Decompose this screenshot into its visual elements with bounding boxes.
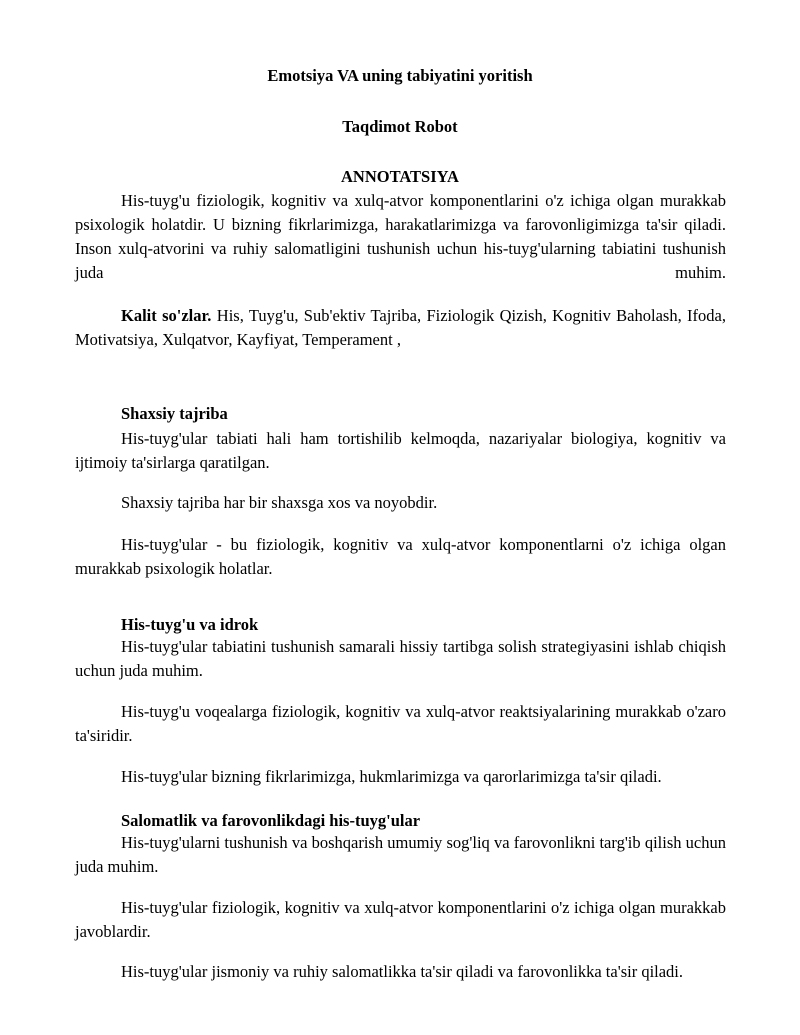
annotation-heading: ANNOTATSIYA — [341, 167, 459, 186]
section-heading: Shaxsiy tajriba — [121, 404, 228, 423]
section-paragraph: His-tuyg'ular - bu fiziologik, kognitiv va xulq-atvor komponentlarni o'z ichiga olgan murakkab psixologik holatlar. — [75, 535, 726, 578]
section-paragraph: His-tuyg'ular bizning fikrlarimizga, hukmlarimizga va qarorlarimizga ta'sir qiladi. — [121, 767, 662, 786]
section-paragraph: His-tuyg'ularni tushunish va boshqarish umumiy sog'liq va farovonlikni targ'ib qilish uchun juda muhim. — [75, 833, 726, 876]
section-paragraph: His-tuyg'u voqealarga fiziologik, kognitiv va xulq-atvor reaktsiyalarining murakkab o'zaro ta'siridir. — [75, 702, 726, 745]
keywords-label: Kalit so'zlar. — [121, 306, 212, 325]
section-paragraph: His-tuyg'ular tabiatini tushunish samarali hissiy tartibga solish strategiyasini ishlab chiqish uchun juda muhim. — [75, 637, 726, 680]
section-paragraph: Shaxsiy tajriba har bir shaxsga xos va noyobdir. — [121, 493, 438, 512]
section-paragraph: His-tuyg'ular fiziologik, kognitiv va xulq-atvor komponentlarini o'z ichiga olgan murakkab javoblardir. — [75, 898, 726, 941]
section-heading: His-tuyg'u va idrok — [121, 615, 259, 634]
document-title: Emotsiya VA uning tabiyatini yoritish — [267, 66, 533, 85]
keywords-list: His, Tuyg'u, Sub'ektiv Tajriba, Fiziologik Qizish, Kognitiv Baholash, Ifoda, Motivatsiya, Xulqatvor, Kayfiyat, Temperament , — [75, 306, 726, 349]
keywords-paragraph — [75, 304, 726, 352]
section-heading: Salomatlik va farovonlikdagi his-tuyg'ular — [121, 811, 421, 830]
document-subtitle: Taqdimot Robot — [342, 117, 458, 136]
section-paragraph: His-tuyg'ular tabiati hali ham tortishilib kelmoqda, nazariyalar biologiya, kognitiv va ijtimoiy ta'sirlarga qaratilgan. — [75, 429, 726, 472]
annotation-paragraph: His-tuyg'u fiziologik, kognitiv va xulq-atvor komponentlarini o'z ichiga olgan murakkab psixologik holatdir. U bizning fikrlarimizga, harakatlarimizga va farovonligimizga ta'sir qiladi. Inson xulq-atvorini va ruhiy salomatligini tushunish uchun his-tuyg'ularning tabiatini tushunish juda muhim. — [75, 191, 726, 282]
section-paragraph: His-tuyg'ular jismoniy va ruhiy salomatlikka ta'sir qiladi va farovonlikka ta'sir qiladi. — [121, 962, 684, 981]
